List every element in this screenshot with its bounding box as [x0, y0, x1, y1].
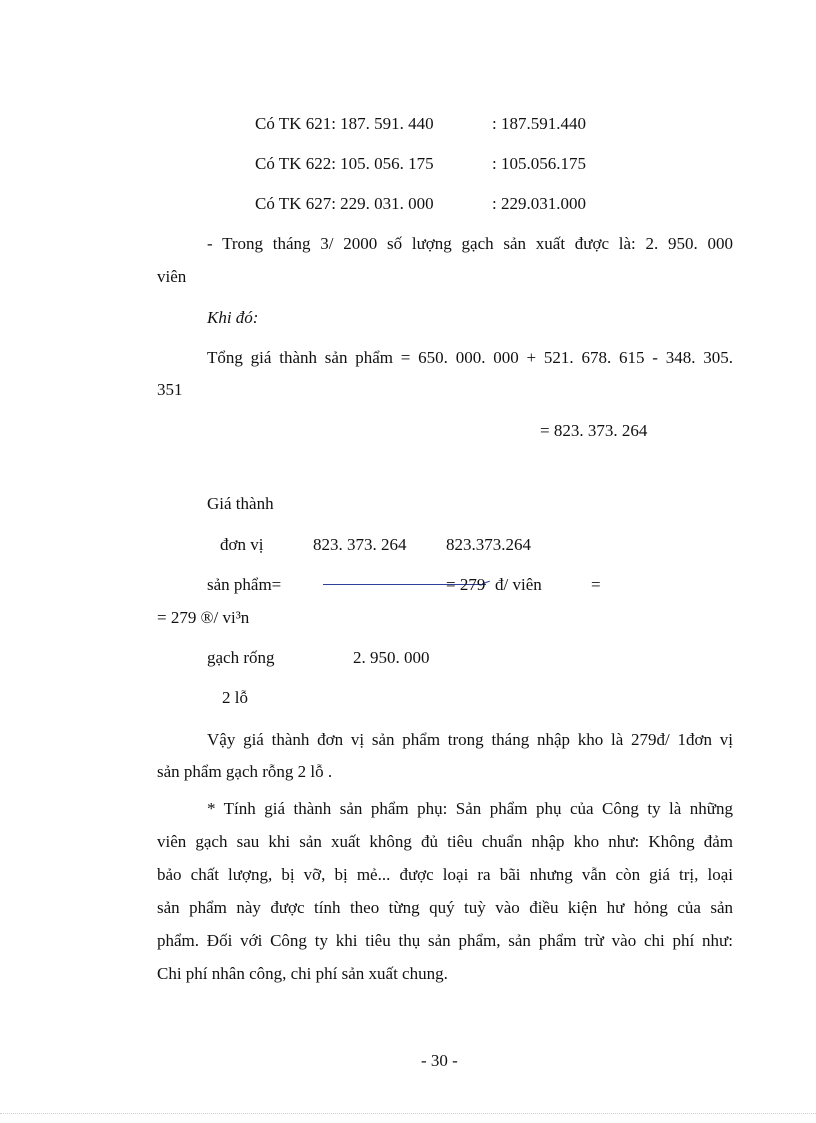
unit-cost-garbled-result: = 279 ®/ vi³n	[157, 608, 250, 627]
byproduct-last-line: Chi phí nhân công, chi phí sản xuất chung.	[157, 964, 448, 983]
entry-tk622-left: Có TK 622: 105. 056. 175	[255, 154, 434, 173]
byproduct-line-5: phẩm. Đối với Công ty khi tiêu thụ sản phẩm, sản phẩm trừ vào chi phí như:	[157, 931, 733, 950]
unit-cost-label-5: 2 lỗ	[222, 688, 248, 707]
unit-cost-label-2: đơn vị	[220, 535, 264, 554]
page-bottom-divider	[0, 1113, 816, 1114]
unit-cost-eq-result: = 279	[446, 575, 486, 594]
total-cost-result: = 823. 373. 264	[540, 421, 648, 440]
byproduct-line-2: viên gạch sau khi sản xuất không đủ tiêu chuẩn nhập kho như: Không đảm	[157, 832, 733, 851]
page-number: - 30 -	[421, 1051, 458, 1070]
entry-tk627-left: Có TK 627: 229. 031. 000	[255, 194, 434, 213]
entry-tk622-right: : 105.056.175	[492, 154, 586, 173]
total-cost-line-2: 351	[157, 380, 183, 399]
khi-do-label: Khi đó:	[207, 308, 259, 327]
conclusion-line-1: Vậy giá thành đơn vị sản phẩm trong tháng nhập kho là 279đ/ 1đơn vị	[207, 730, 733, 749]
total-cost-line-1: Tổng giá thành sản phẩm = 650. 000. 000 + 521. 678. 615 - 348. 305.	[207, 348, 733, 367]
byproduct-line-1: * Tính giá thành sản phẩm phụ: Sản phẩm phụ của Công ty là những	[207, 799, 733, 818]
unit-cost-label-1: Giá thành	[207, 494, 274, 513]
unit-cost-eq-sign: =	[591, 575, 601, 594]
byproduct-line-4: sản phẩm này được tính theo từng quý tuỳ vào điều kiện hư hỏng của sản	[157, 898, 733, 917]
unit-cost-denominator: 2. 950. 000	[353, 648, 430, 667]
unit-cost-label-4: gạch rống	[207, 648, 275, 667]
entry-tk621-right: : 187.591.440	[492, 114, 586, 133]
unit-cost-label-3: sản phẩm=	[207, 575, 282, 594]
entry-tk627-right: : 229.031.000	[492, 194, 586, 213]
production-line-2: viên	[157, 267, 187, 286]
conclusion-line-2: sản phẩm gạch rỗng 2 lỗ .	[157, 762, 333, 781]
entry-tk621-left: Có TK 621: 187. 591. 440	[255, 114, 434, 133]
unit-cost-numerator-1: 823. 373. 264	[313, 535, 407, 554]
production-line-1: - Trong tháng 3/ 2000 số lượng gạch sản xuất được là: 2. 950. 000	[207, 234, 733, 253]
byproduct-line-3: bảo chất lượng, bị vỡ, bị mẻ... được loại ra bãi nhưng vẫn còn giá trị, loại	[157, 865, 733, 884]
unit-cost-eq-unit: đ/ viên	[495, 575, 542, 594]
unit-cost-numerator-2: 823.373.264	[446, 535, 531, 554]
